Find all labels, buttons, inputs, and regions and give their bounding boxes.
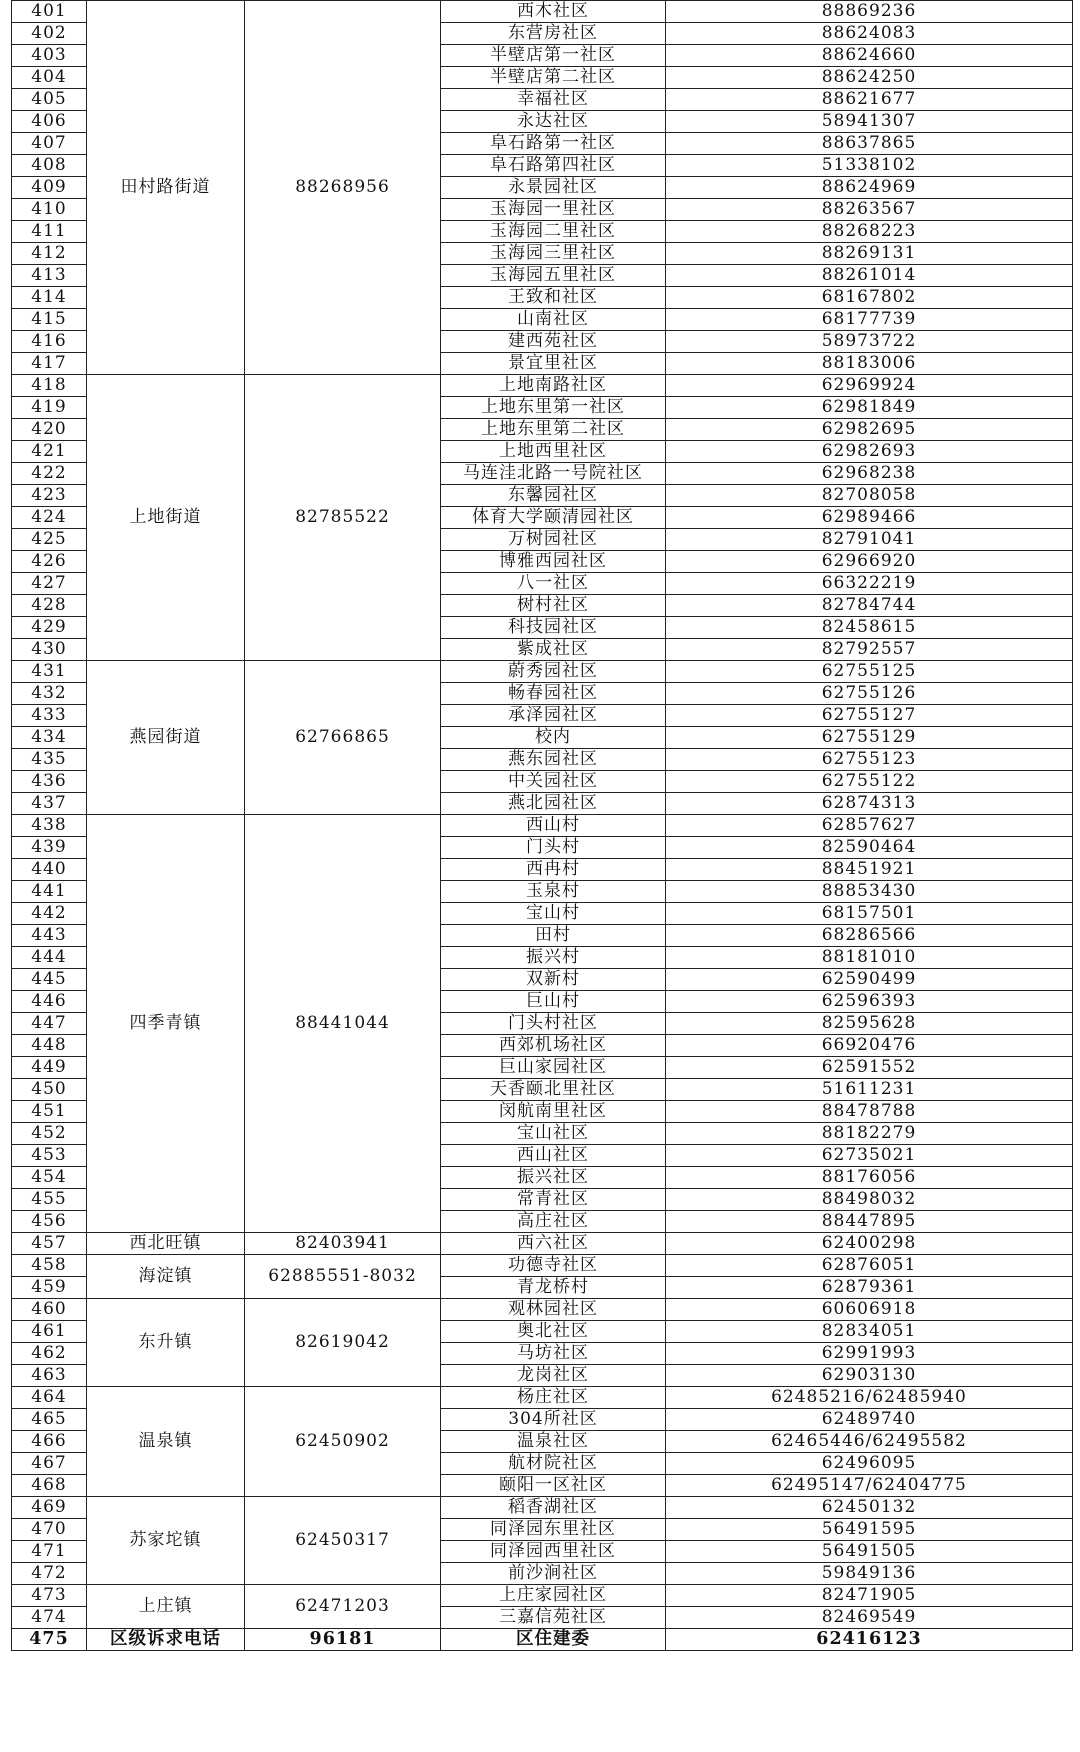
community-phone: 88269131 bbox=[666, 243, 1073, 265]
community-phone: 62879361 bbox=[666, 1277, 1073, 1299]
community-name: 双新村 bbox=[441, 969, 666, 991]
street-name: 海淀镇 bbox=[87, 1255, 245, 1299]
community-name: 体育大学颐清园社区 bbox=[441, 507, 666, 529]
community-name: 燕北园社区 bbox=[441, 793, 666, 815]
community-name: 青龙桥村 bbox=[441, 1277, 666, 1299]
community-name: 西木社区 bbox=[441, 1, 666, 23]
table-row bbox=[12, 815, 1073, 837]
row-number: 422 bbox=[12, 463, 87, 485]
row-number: 465 bbox=[12, 1409, 87, 1431]
community-phone: 62968238 bbox=[666, 463, 1073, 485]
row-number: 455 bbox=[12, 1189, 87, 1211]
row-number: 436 bbox=[12, 771, 87, 793]
street-phone: 88441044 bbox=[245, 815, 441, 1233]
community-phone: 62400298 bbox=[666, 1233, 1073, 1255]
table-row bbox=[12, 1233, 1073, 1255]
street-name: 苏家坨镇 bbox=[87, 1497, 245, 1585]
district-department: 区住建委 bbox=[441, 1629, 666, 1651]
street-phone: 62450317 bbox=[245, 1497, 441, 1585]
community-name: 三嘉信苑社区 bbox=[441, 1607, 666, 1629]
community-name: 巨山家园社区 bbox=[441, 1057, 666, 1079]
row-number: 402 bbox=[12, 23, 87, 45]
table-row bbox=[12, 1585, 1073, 1607]
community-phone: 62590499 bbox=[666, 969, 1073, 991]
row-number: 474 bbox=[12, 1607, 87, 1629]
row-number: 434 bbox=[12, 727, 87, 749]
row-number: 451 bbox=[12, 1101, 87, 1123]
community-phone: 88624250 bbox=[666, 67, 1073, 89]
community-phone: 88624083 bbox=[666, 23, 1073, 45]
street-name: 田村路街道 bbox=[87, 1, 245, 375]
row-number: 413 bbox=[12, 265, 87, 287]
community-name: 树村社区 bbox=[441, 595, 666, 617]
row-number: 462 bbox=[12, 1343, 87, 1365]
community-name: 田村 bbox=[441, 925, 666, 947]
community-phone: 62903130 bbox=[666, 1365, 1073, 1387]
community-phone: 82834051 bbox=[666, 1321, 1073, 1343]
community-name: 东营房社区 bbox=[441, 23, 666, 45]
community-phone: 62485216/62485940 bbox=[666, 1387, 1073, 1409]
row-number: 432 bbox=[12, 683, 87, 705]
row-number: 433 bbox=[12, 705, 87, 727]
row-number: 408 bbox=[12, 155, 87, 177]
community-phone: 51338102 bbox=[666, 155, 1073, 177]
community-name: 304所社区 bbox=[441, 1409, 666, 1431]
table-body bbox=[12, 1, 1073, 1651]
community-phone: 82708058 bbox=[666, 485, 1073, 507]
row-number: 466 bbox=[12, 1431, 87, 1453]
district-total-row bbox=[12, 1629, 1073, 1651]
row-number: 441 bbox=[12, 881, 87, 903]
community-phone: 66920476 bbox=[666, 1035, 1073, 1057]
community-name: 玉泉村 bbox=[441, 881, 666, 903]
community-name: 紫成社区 bbox=[441, 639, 666, 661]
street-name: 上地街道 bbox=[87, 375, 245, 661]
row-number: 445 bbox=[12, 969, 87, 991]
community-phone: 88176056 bbox=[666, 1167, 1073, 1189]
community-phone: 88498032 bbox=[666, 1189, 1073, 1211]
community-name: 半壁店第一社区 bbox=[441, 45, 666, 67]
row-number: 419 bbox=[12, 397, 87, 419]
community-name: 颐阳一区社区 bbox=[441, 1475, 666, 1497]
community-phone: 51611231 bbox=[666, 1079, 1073, 1101]
community-name: 上庄家园社区 bbox=[441, 1585, 666, 1607]
street-phone: 82403941 bbox=[245, 1233, 441, 1255]
district-hotline-number: 96181 bbox=[245, 1629, 441, 1651]
community-name: 玉海园三里社区 bbox=[441, 243, 666, 265]
community-phone: 62755129 bbox=[666, 727, 1073, 749]
street-name: 燕园街道 bbox=[87, 661, 245, 815]
street-name: 东升镇 bbox=[87, 1299, 245, 1387]
community-name: 山南社区 bbox=[441, 309, 666, 331]
row-number: 446 bbox=[12, 991, 87, 1013]
community-phone: 62596393 bbox=[666, 991, 1073, 1013]
community-phone: 62755123 bbox=[666, 749, 1073, 771]
community-phone: 88183006 bbox=[666, 353, 1073, 375]
street-phone: 88268956 bbox=[245, 1, 441, 375]
row-number: 401 bbox=[12, 1, 87, 23]
community-name: 前沙涧社区 bbox=[441, 1563, 666, 1585]
community-phone: 88478788 bbox=[666, 1101, 1073, 1123]
row-number: 424 bbox=[12, 507, 87, 529]
community-phone: 68286566 bbox=[666, 925, 1073, 947]
community-name: 温泉社区 bbox=[441, 1431, 666, 1453]
community-name: 畅春园社区 bbox=[441, 683, 666, 705]
table-row bbox=[12, 1497, 1073, 1519]
community-phone: 62489740 bbox=[666, 1409, 1073, 1431]
row-number: 409 bbox=[12, 177, 87, 199]
community-name: 上地东里第二社区 bbox=[441, 419, 666, 441]
community-name: 同泽园东里社区 bbox=[441, 1519, 666, 1541]
community-phone: 62591552 bbox=[666, 1057, 1073, 1079]
community-phone: 88181010 bbox=[666, 947, 1073, 969]
row-number: 459 bbox=[12, 1277, 87, 1299]
row-number: 431 bbox=[12, 661, 87, 683]
row-number: 426 bbox=[12, 551, 87, 573]
row-number: 405 bbox=[12, 89, 87, 111]
row-number: 403 bbox=[12, 45, 87, 67]
community-phone: 60606918 bbox=[666, 1299, 1073, 1321]
community-name: 天香颐北里社区 bbox=[441, 1079, 666, 1101]
community-name: 振兴村 bbox=[441, 947, 666, 969]
community-phone: 88447895 bbox=[666, 1211, 1073, 1233]
community-name: 上地东里第一社区 bbox=[441, 397, 666, 419]
row-number: 470 bbox=[12, 1519, 87, 1541]
community-phone: 62755126 bbox=[666, 683, 1073, 705]
row-number: 442 bbox=[12, 903, 87, 925]
community-name: 景宜里社区 bbox=[441, 353, 666, 375]
community-name: 门头村 bbox=[441, 837, 666, 859]
community-name: 上地南路社区 bbox=[441, 375, 666, 397]
row-number: 447 bbox=[12, 1013, 87, 1035]
row-number: 444 bbox=[12, 947, 87, 969]
row-number: 418 bbox=[12, 375, 87, 397]
community-phone: 56491595 bbox=[666, 1519, 1073, 1541]
community-phone: 88637865 bbox=[666, 133, 1073, 155]
row-number: 435 bbox=[12, 749, 87, 771]
community-phone: 88624969 bbox=[666, 177, 1073, 199]
community-name: 同泽园西里社区 bbox=[441, 1541, 666, 1563]
row-number: 469 bbox=[12, 1497, 87, 1519]
row-number: 453 bbox=[12, 1145, 87, 1167]
community-name: 玉海园二里社区 bbox=[441, 221, 666, 243]
row-number: 439 bbox=[12, 837, 87, 859]
row-number: 423 bbox=[12, 485, 87, 507]
table-row bbox=[12, 1255, 1073, 1277]
row-number: 407 bbox=[12, 133, 87, 155]
row-number: 429 bbox=[12, 617, 87, 639]
row-number: 449 bbox=[12, 1057, 87, 1079]
community-phone: 62755127 bbox=[666, 705, 1073, 727]
community-name: 八一社区 bbox=[441, 573, 666, 595]
community-name: 奥北社区 bbox=[441, 1321, 666, 1343]
community-phone: 62857627 bbox=[666, 815, 1073, 837]
community-name: 西冉村 bbox=[441, 859, 666, 881]
community-phone: 68177739 bbox=[666, 309, 1073, 331]
community-phone: 68157501 bbox=[666, 903, 1073, 925]
community-name: 建西苑社区 bbox=[441, 331, 666, 353]
community-phone: 88621677 bbox=[666, 89, 1073, 111]
street-phone: 62471203 bbox=[245, 1585, 441, 1629]
community-phone: 62989466 bbox=[666, 507, 1073, 529]
community-phone: 82458615 bbox=[666, 617, 1073, 639]
community-phone: 88182279 bbox=[666, 1123, 1073, 1145]
community-name: 永景园社区 bbox=[441, 177, 666, 199]
table-row bbox=[12, 375, 1073, 397]
community-name: 观林园社区 bbox=[441, 1299, 666, 1321]
row-number: 454 bbox=[12, 1167, 87, 1189]
row-number: 440 bbox=[12, 859, 87, 881]
community-phone: 88624660 bbox=[666, 45, 1073, 67]
community-name: 宝山社区 bbox=[441, 1123, 666, 1145]
community-name: 马坊社区 bbox=[441, 1343, 666, 1365]
community-phone: 82792557 bbox=[666, 639, 1073, 661]
community-name: 马连洼北路一号院社区 bbox=[441, 463, 666, 485]
community-phone: 62735021 bbox=[666, 1145, 1073, 1167]
row-number: 438 bbox=[12, 815, 87, 837]
table-row bbox=[12, 1387, 1073, 1409]
community-name: 蔚秀园社区 bbox=[441, 661, 666, 683]
row-number: 417 bbox=[12, 353, 87, 375]
community-name: 宝山村 bbox=[441, 903, 666, 925]
street-name: 上庄镇 bbox=[87, 1585, 245, 1629]
community-phone: 58941307 bbox=[666, 111, 1073, 133]
street-phone: 62450902 bbox=[245, 1387, 441, 1497]
row-number: 471 bbox=[12, 1541, 87, 1563]
community-phone: 62874313 bbox=[666, 793, 1073, 815]
community-name: 航材院社区 bbox=[441, 1453, 666, 1475]
street-phone: 82619042 bbox=[245, 1299, 441, 1387]
community-phone: 62450132 bbox=[666, 1497, 1073, 1519]
community-name: 阜石路第四社区 bbox=[441, 155, 666, 177]
community-name: 巨山村 bbox=[441, 991, 666, 1013]
row-number: 460 bbox=[12, 1299, 87, 1321]
community-phone: 88853430 bbox=[666, 881, 1073, 903]
community-name: 常青社区 bbox=[441, 1189, 666, 1211]
community-phone: 62465446/62495582 bbox=[666, 1431, 1073, 1453]
community-name: 半壁店第二社区 bbox=[441, 67, 666, 89]
community-name: 杨庄社区 bbox=[441, 1387, 666, 1409]
community-name: 博雅西园社区 bbox=[441, 551, 666, 573]
community-phone: 56491505 bbox=[666, 1541, 1073, 1563]
community-phone: 62981849 bbox=[666, 397, 1073, 419]
row-number: 448 bbox=[12, 1035, 87, 1057]
community-phone: 62991993 bbox=[666, 1343, 1073, 1365]
community-name: 西山社区 bbox=[441, 1145, 666, 1167]
row-number: 452 bbox=[12, 1123, 87, 1145]
street-phone: 62885551-8032 bbox=[245, 1255, 441, 1299]
row-number: 416 bbox=[12, 331, 87, 353]
street-phone: 82785522 bbox=[245, 375, 441, 661]
row-number: 406 bbox=[12, 111, 87, 133]
community-name: 中关园社区 bbox=[441, 771, 666, 793]
community-name: 西郊机场社区 bbox=[441, 1035, 666, 1057]
community-name: 永达社区 bbox=[441, 111, 666, 133]
community-name: 门头村社区 bbox=[441, 1013, 666, 1035]
community-name: 承泽园社区 bbox=[441, 705, 666, 727]
community-name: 阜石路第一社区 bbox=[441, 133, 666, 155]
table-row bbox=[12, 1299, 1073, 1321]
community-phone: 82590464 bbox=[666, 837, 1073, 859]
community-phone: 88261014 bbox=[666, 265, 1073, 287]
row-number: 430 bbox=[12, 639, 87, 661]
table-row bbox=[12, 661, 1073, 683]
community-phone: 82791041 bbox=[666, 529, 1073, 551]
community-phone: 88263567 bbox=[666, 199, 1073, 221]
row-number: 421 bbox=[12, 441, 87, 463]
community-phone: 62966920 bbox=[666, 551, 1073, 573]
community-phone: 82595628 bbox=[666, 1013, 1073, 1035]
row-number: 472 bbox=[12, 1563, 87, 1585]
community-phone: 62755125 bbox=[666, 661, 1073, 683]
row-number: 473 bbox=[12, 1585, 87, 1607]
community-phone: 82784744 bbox=[666, 595, 1073, 617]
row-number: 457 bbox=[12, 1233, 87, 1255]
table-row bbox=[12, 1, 1073, 23]
community-phone: 62755122 bbox=[666, 771, 1073, 793]
row-number: 425 bbox=[12, 529, 87, 551]
community-name: 幸福社区 bbox=[441, 89, 666, 111]
community-name: 万树园社区 bbox=[441, 529, 666, 551]
community-name: 功德寺社区 bbox=[441, 1255, 666, 1277]
community-phone: 88869236 bbox=[666, 1, 1073, 23]
community-name: 校内 bbox=[441, 727, 666, 749]
community-phone: 59849136 bbox=[666, 1563, 1073, 1585]
community-name: 王致和社区 bbox=[441, 287, 666, 309]
street-name: 四季青镇 bbox=[87, 815, 245, 1233]
row-number: 412 bbox=[12, 243, 87, 265]
row-number: 404 bbox=[12, 67, 87, 89]
row-number: 420 bbox=[12, 419, 87, 441]
community-phone: 62969924 bbox=[666, 375, 1073, 397]
row-number: 475 bbox=[12, 1629, 87, 1651]
street-phone: 62766865 bbox=[245, 661, 441, 815]
community-name: 振兴社区 bbox=[441, 1167, 666, 1189]
community-name: 玉海园一里社区 bbox=[441, 199, 666, 221]
community-contact-table bbox=[11, 0, 1073, 1651]
community-phone: 82469549 bbox=[666, 1607, 1073, 1629]
district-department-phone: 62416123 bbox=[666, 1629, 1073, 1651]
community-phone: 62495147/62404775 bbox=[666, 1475, 1073, 1497]
community-name: 西六社区 bbox=[441, 1233, 666, 1255]
community-phone: 66322219 bbox=[666, 573, 1073, 595]
row-number: 410 bbox=[12, 199, 87, 221]
community-phone: 62876051 bbox=[666, 1255, 1073, 1277]
row-number: 467 bbox=[12, 1453, 87, 1475]
row-number: 458 bbox=[12, 1255, 87, 1277]
community-name: 玉海园五里社区 bbox=[441, 265, 666, 287]
community-phone: 62982693 bbox=[666, 441, 1073, 463]
community-name: 燕东园社区 bbox=[441, 749, 666, 771]
community-name: 科技园社区 bbox=[441, 617, 666, 639]
community-phone: 58973722 bbox=[666, 331, 1073, 353]
row-number: 415 bbox=[12, 309, 87, 331]
community-phone: 88451921 bbox=[666, 859, 1073, 881]
row-number: 414 bbox=[12, 287, 87, 309]
community-phone: 62982695 bbox=[666, 419, 1073, 441]
community-name: 上地西里社区 bbox=[441, 441, 666, 463]
row-number: 427 bbox=[12, 573, 87, 595]
community-name: 龙岗社区 bbox=[441, 1365, 666, 1387]
row-number: 456 bbox=[12, 1211, 87, 1233]
community-name: 东馨园社区 bbox=[441, 485, 666, 507]
row-number: 461 bbox=[12, 1321, 87, 1343]
community-name: 稻香湖社区 bbox=[441, 1497, 666, 1519]
row-number: 468 bbox=[12, 1475, 87, 1497]
street-name: 温泉镇 bbox=[87, 1387, 245, 1497]
community-phone: 62496095 bbox=[666, 1453, 1073, 1475]
row-number: 428 bbox=[12, 595, 87, 617]
row-number: 463 bbox=[12, 1365, 87, 1387]
row-number: 411 bbox=[12, 221, 87, 243]
street-name: 西北旺镇 bbox=[87, 1233, 245, 1255]
row-number: 443 bbox=[12, 925, 87, 947]
community-phone: 82471905 bbox=[666, 1585, 1073, 1607]
community-name: 高庄社区 bbox=[441, 1211, 666, 1233]
row-number: 464 bbox=[12, 1387, 87, 1409]
district-hotline-label: 区级诉求电话 bbox=[87, 1629, 245, 1651]
row-number: 437 bbox=[12, 793, 87, 815]
row-number: 450 bbox=[12, 1079, 87, 1101]
community-phone: 88268223 bbox=[666, 221, 1073, 243]
community-name: 西山村 bbox=[441, 815, 666, 837]
community-name: 闵航南里社区 bbox=[441, 1101, 666, 1123]
community-phone: 68167802 bbox=[666, 287, 1073, 309]
